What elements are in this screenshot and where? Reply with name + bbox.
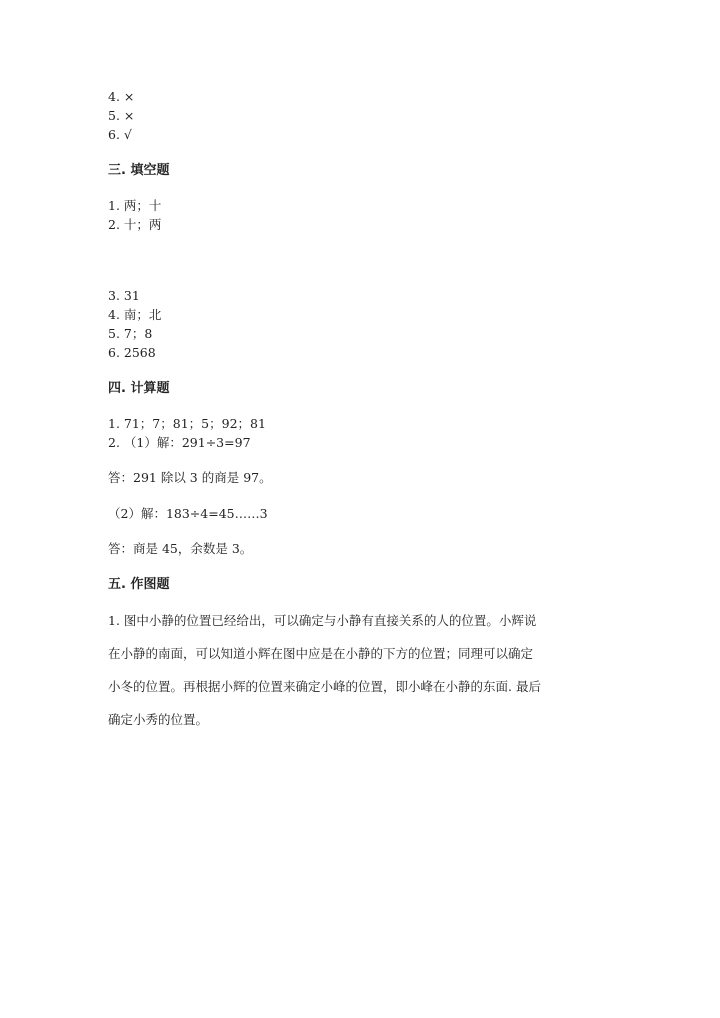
paragraph-line-2: 在小静的南面，可以知道小辉在图中应是在小静的下方的位置；同理可以确定 bbox=[108, 646, 534, 661]
fill-answer-2: 2. 十；两 bbox=[108, 217, 162, 232]
paragraph-line-3: 小冬的位置。再根据小辉的位置来确定小峰的位置，即小峰在小静的东面. 最后 bbox=[108, 679, 541, 694]
fill-answer-6: 6. 2568 bbox=[108, 345, 156, 360]
paragraph-line-4: 确定小秀的位置。 bbox=[108, 712, 209, 727]
section-5-heading: 五. 作图题 bbox=[108, 577, 170, 592]
drawing-answer-paragraph bbox=[108, 604, 608, 736]
section-3-heading: 三. 填空题 bbox=[108, 163, 170, 178]
answer-6: 6. √ bbox=[108, 127, 132, 142]
fill-answer-1: 1. 两；十 bbox=[108, 198, 162, 213]
calc-answer-1: 1. 71；7；81；5；92；81 bbox=[108, 416, 266, 431]
calc-answer-2-reply-2: 答：商是 45，余数是 3。 bbox=[108, 541, 253, 556]
fill-answer-4: 4. 南；北 bbox=[108, 307, 162, 322]
calc-answer-2-part-2: （2）解：183÷4=45……3 bbox=[108, 506, 268, 521]
paragraph-line-1: 1. 图中小静的位置已经给出，可以确定与小静有直接关系的人的位置。小辉说 bbox=[108, 613, 537, 628]
calc-answer-2-part-1: 2. （1）解：291÷3=97 bbox=[108, 435, 251, 450]
section-4-heading: 四. 计算题 bbox=[108, 381, 170, 396]
answer-5: 5. × bbox=[108, 108, 135, 123]
fill-answer-3: 3. 31 bbox=[108, 288, 140, 303]
calc-answer-2-reply-1: 答：291 除以 3 的商是 97。 bbox=[108, 470, 272, 485]
fill-answer-5: 5. 7；8 bbox=[108, 326, 153, 341]
answer-4: 4. × bbox=[108, 89, 135, 104]
